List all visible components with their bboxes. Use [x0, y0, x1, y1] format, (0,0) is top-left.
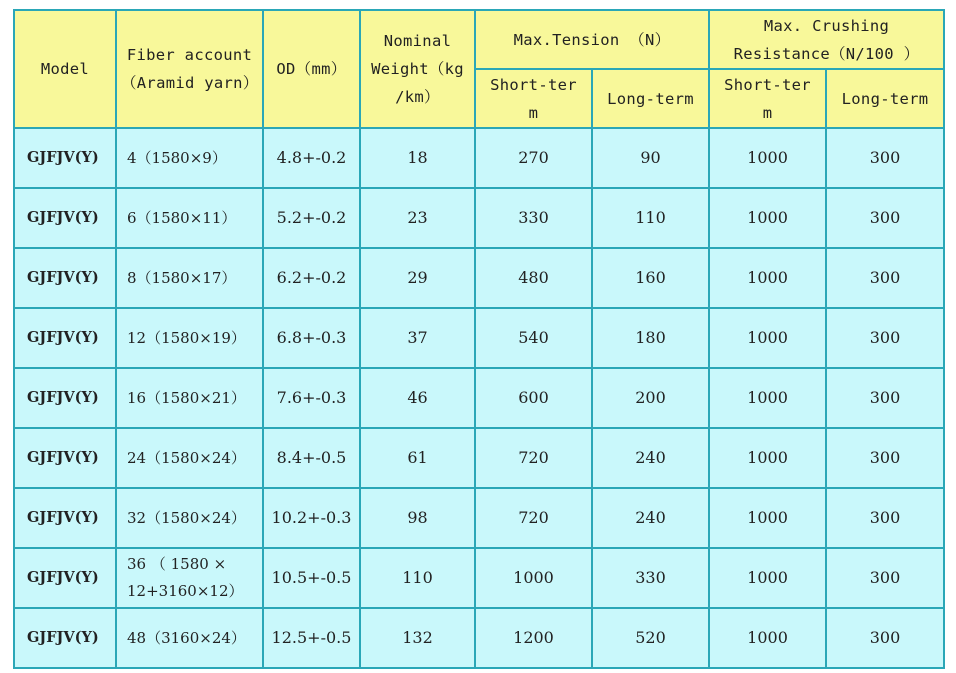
cell-weight: 132	[360, 608, 475, 668]
cell-model: GJFJV(Y)	[14, 488, 116, 548]
cell-weight: 23	[360, 188, 475, 248]
cell-fiber	[116, 548, 263, 608]
header-fiber-line1: Fiber account	[126, 46, 253, 64]
cell-fiber: 48（3160×24）	[116, 608, 263, 668]
cell-crush-long: 300	[826, 368, 944, 428]
cell-tension-short: 270	[475, 128, 592, 188]
header-crush-line2: Resistance（N/100 ）	[733, 44, 920, 63]
header-weight-line3: /km）	[395, 88, 440, 106]
cell-crush-long: 300	[826, 608, 944, 668]
cell-tension-long: 240	[592, 488, 709, 548]
cell-tension-short: 480	[475, 248, 592, 308]
table-row	[14, 368, 944, 428]
header-fiber-line2: （Aramid yarn）	[121, 74, 259, 92]
cell-fiber: 6（1580×11）	[116, 188, 263, 248]
table-row	[14, 488, 944, 548]
header-row-1	[14, 10, 944, 69]
header-nominal-weight	[360, 10, 475, 128]
cell-model: GJFJV(Y)	[14, 188, 116, 248]
table-row	[14, 188, 944, 248]
cell-crush-short: 1000	[709, 128, 826, 188]
cell-weight: 18	[360, 128, 475, 188]
header-max-crushing	[709, 10, 944, 69]
cell-tension-long: 200	[592, 368, 709, 428]
cell-od: 8.4+-0.5	[263, 428, 360, 488]
cell-tension-long: 330	[592, 548, 709, 608]
cell-model: GJFJV(Y)	[14, 248, 116, 308]
table-row	[14, 248, 944, 308]
cell-tension-long: 520	[592, 608, 709, 668]
cell-crush-long: 300	[826, 188, 944, 248]
cell-fiber-line1: 36 （ 1580 ×	[127, 555, 227, 573]
table-row	[14, 608, 944, 668]
header-model: Model	[14, 10, 116, 128]
cell-tension-short: 600	[475, 368, 592, 428]
cell-weight: 98	[360, 488, 475, 548]
cell-od: 5.2+-0.2	[263, 188, 360, 248]
header-tension-short	[475, 69, 592, 128]
cell-crush-short: 1000	[709, 488, 826, 548]
header-tension-short-a: Short-ter	[490, 75, 577, 94]
header-weight-line2: Weight（kg	[371, 60, 464, 78]
cell-crush-short: 1000	[709, 368, 826, 428]
cell-model: GJFJV(Y)	[14, 548, 116, 608]
cell-tension-short: 720	[475, 428, 592, 488]
cell-crush-short: 1000	[709, 308, 826, 368]
cell-model: GJFJV(Y)	[14, 308, 116, 368]
cell-tension-long: 180	[592, 308, 709, 368]
header-crush-short	[709, 69, 826, 128]
table-row	[14, 128, 944, 188]
cell-od: 10.5+-0.5	[263, 548, 360, 608]
cell-weight: 110	[360, 548, 475, 608]
cell-crush-short: 1000	[709, 548, 826, 608]
cell-od: 6.8+-0.3	[263, 308, 360, 368]
cell-fiber: 16（1580×21）	[116, 368, 263, 428]
cell-tension-short: 1200	[475, 608, 592, 668]
table-row	[14, 428, 944, 488]
cell-weight: 29	[360, 248, 475, 308]
header-tension-short-b: m	[528, 103, 539, 122]
cell-tension-short: 540	[475, 308, 592, 368]
cell-od: 6.2+-0.2	[263, 248, 360, 308]
header-crush-short-a: Short-ter	[724, 75, 811, 94]
cell-crush-short: 1000	[709, 248, 826, 308]
header-crush-short-b: m	[762, 103, 773, 122]
cell-tension-long: 240	[592, 428, 709, 488]
cell-tension-short: 720	[475, 488, 592, 548]
cell-model: GJFJV(Y)	[14, 608, 116, 668]
header-fiber-account	[116, 10, 263, 128]
cell-fiber-line2: 12+3160×12）	[127, 582, 244, 600]
header-weight-line1: Nominal	[383, 32, 452, 50]
cell-od: 7.6+-0.3	[263, 368, 360, 428]
header-od: OD（mm）	[263, 10, 360, 128]
cell-tension-long: 90	[592, 128, 709, 188]
table-row	[14, 548, 944, 608]
cell-crush-long: 300	[826, 128, 944, 188]
table-row	[14, 308, 944, 368]
cell-fiber: 24（1580×24）	[116, 428, 263, 488]
cell-weight: 46	[360, 368, 475, 428]
spec-table	[13, 9, 945, 669]
cell-crush-short: 1000	[709, 608, 826, 668]
cell-od: 10.2+-0.3	[263, 488, 360, 548]
cell-crush-long: 300	[826, 248, 944, 308]
cell-crush-long: 300	[826, 488, 944, 548]
cell-tension-long: 110	[592, 188, 709, 248]
cell-od: 12.5+-0.5	[263, 608, 360, 668]
cell-fiber: 8（1580×17）	[116, 248, 263, 308]
cell-crush-short: 1000	[709, 428, 826, 488]
header-crush-line1: Max. Crushing	[763, 16, 890, 35]
cell-crush-short: 1000	[709, 188, 826, 248]
header-crush-long: Long-term	[826, 69, 944, 128]
cell-model: GJFJV(Y)	[14, 428, 116, 488]
cell-model: GJFJV(Y)	[14, 128, 116, 188]
cell-crush-long: 300	[826, 428, 944, 488]
cell-weight: 37	[360, 308, 475, 368]
cell-model: GJFJV(Y)	[14, 368, 116, 428]
cell-weight: 61	[360, 428, 475, 488]
cell-tension-short: 1000	[475, 548, 592, 608]
cell-crush-long: 300	[826, 308, 944, 368]
cell-crush-long: 300	[826, 548, 944, 608]
header-tension-long: Long-term	[592, 69, 709, 128]
header-max-tension: Max.Tension （N）	[475, 10, 709, 69]
cell-fiber: 12（1580×19）	[116, 308, 263, 368]
cell-fiber: 4（1580×9）	[116, 128, 263, 188]
cell-od: 4.8+-0.2	[263, 128, 360, 188]
cell-tension-short: 330	[475, 188, 592, 248]
cell-fiber: 32（1580×24）	[116, 488, 263, 548]
cell-tension-long: 160	[592, 248, 709, 308]
